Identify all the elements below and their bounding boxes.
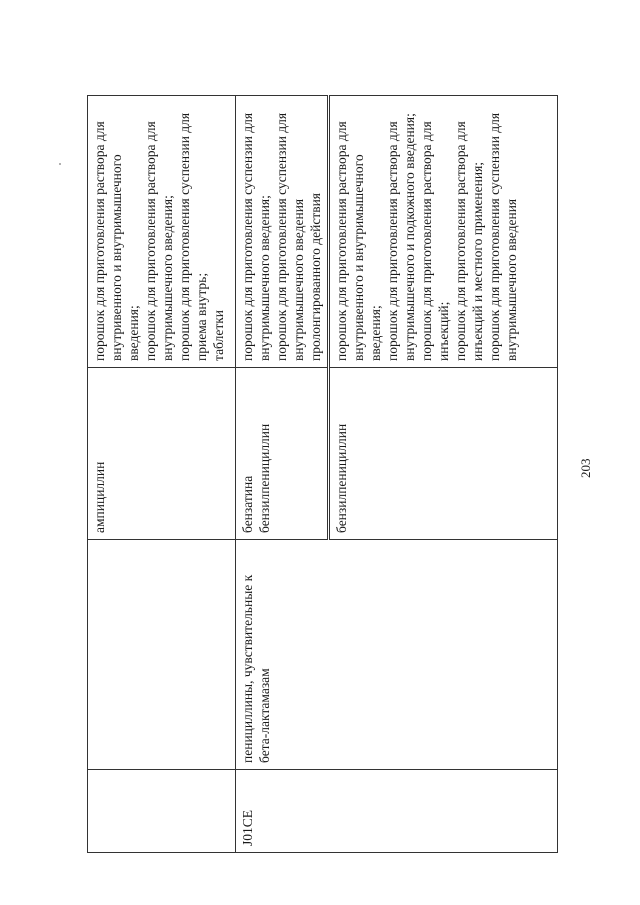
drug-table bbox=[87, 95, 558, 853]
table-row bbox=[236, 96, 329, 853]
dosage-form: порошок для приготовления раствора для инъекций; bbox=[419, 121, 451, 361]
drug-group-cell bbox=[88, 540, 236, 770]
rotated-page-content bbox=[87, 96, 548, 853]
dosage-form: порошок для приготовления суспензии для внутримышечного введения пролонгированного действия bbox=[274, 112, 323, 361]
dosage-form: порошок для приготовления раствора для внутримышечного и подкожного введения; bbox=[385, 113, 417, 361]
drug-name-cell: бензилпенициллин bbox=[329, 368, 558, 540]
drug-name-cell: ампициллин bbox=[88, 368, 236, 540]
dosage-forms-cell bbox=[236, 96, 329, 368]
page-number: 203 bbox=[578, 458, 593, 478]
atc-code-cell: J01CE bbox=[236, 770, 558, 853]
dosage-form: порошок для приготовления раствора для внутримышечного введения; bbox=[143, 121, 175, 361]
dosage-form: порошок для приготовления суспензии для приема внутрь; bbox=[177, 112, 209, 361]
dosage-form: порошок для приготовления суспензии для внутримышечного введения bbox=[487, 112, 519, 361]
drug-group-cell: пенициллины, чувствительные к бета-лактамазам bbox=[236, 540, 558, 770]
dosage-form: порошок для приготовления раствора для внутривенного и внутримышечного введения; bbox=[92, 121, 141, 361]
dosage-form: порошок для приготовления раствора для инъекций и местного применения; bbox=[453, 121, 485, 361]
dosage-form: порошок для приготовления раствора для внутривенного и внутримышечного введения; bbox=[334, 121, 383, 361]
dosage-form: порошок для приготовления суспензии для внутримышечного введения; bbox=[240, 112, 272, 361]
table-row bbox=[88, 96, 236, 853]
dosage-form: таблетки bbox=[211, 309, 226, 361]
dosage-forms-cell bbox=[88, 96, 236, 368]
drug-name-cell: бензатина бензилпенициллин bbox=[236, 368, 329, 540]
atc-code-cell bbox=[88, 770, 236, 853]
dosage-forms-cell bbox=[329, 96, 558, 368]
scan-speck bbox=[59, 163, 61, 165]
